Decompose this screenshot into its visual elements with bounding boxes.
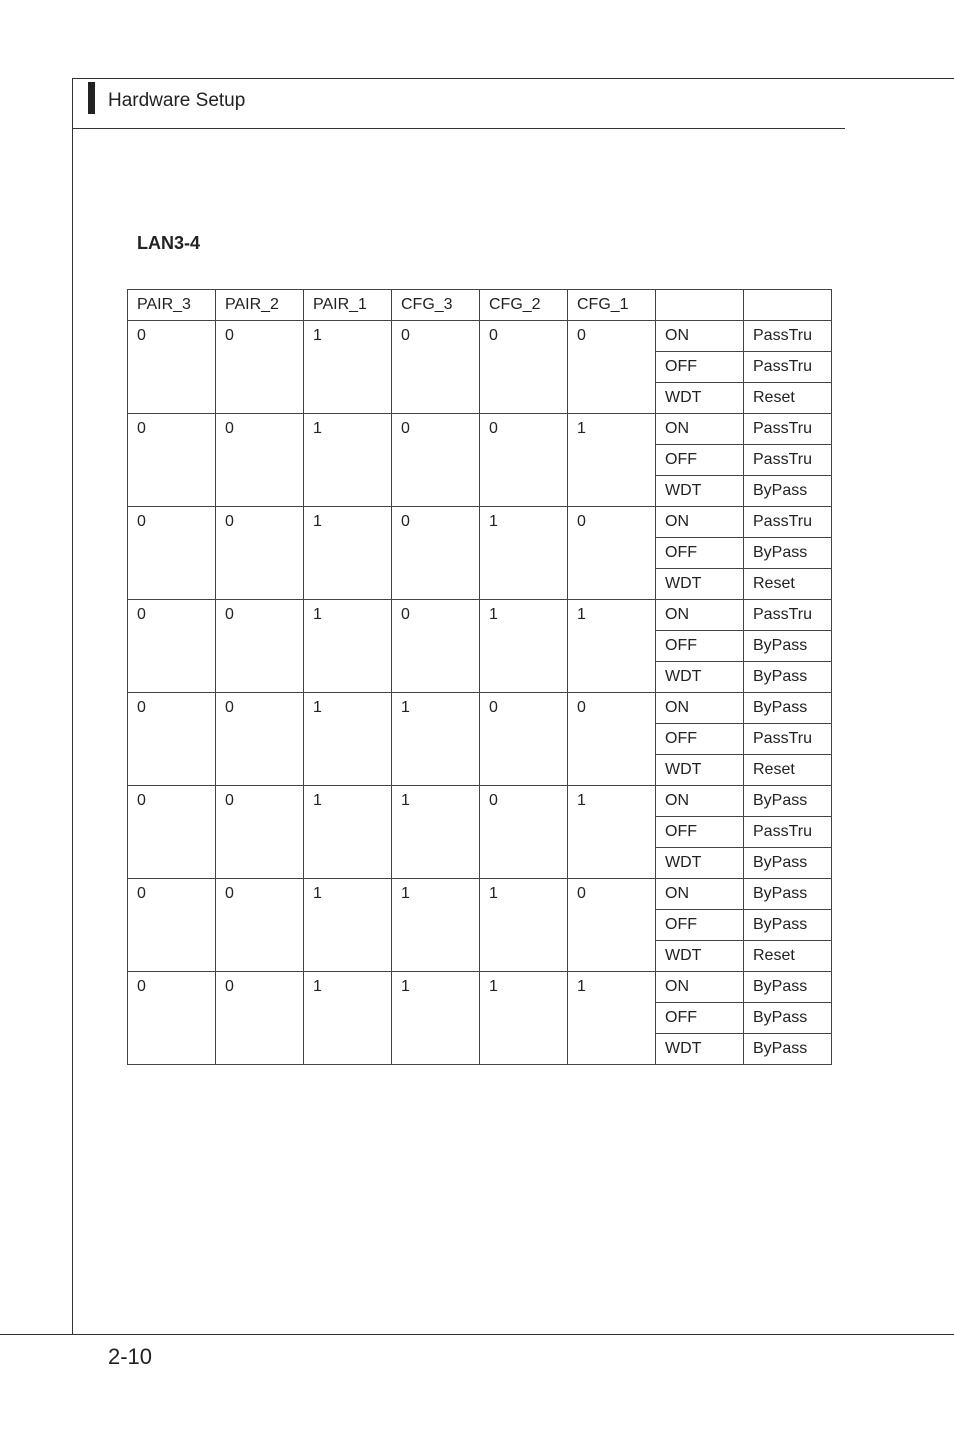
mode-cell: ON <box>656 321 744 352</box>
bit-cell: 1 <box>304 507 392 600</box>
bit-cell: 0 <box>216 321 304 414</box>
result-cell: PassTru <box>744 414 832 445</box>
mode-cell: OFF <box>656 724 744 755</box>
lan-config-table <box>127 289 832 1065</box>
bit-cell: 1 <box>568 786 656 879</box>
result-cell: PassTru <box>744 445 832 476</box>
mode-cell: WDT <box>656 383 744 414</box>
table-row <box>128 879 832 910</box>
mode-cell: WDT <box>656 755 744 786</box>
bit-cell: 1 <box>568 414 656 507</box>
table-header-row <box>128 290 832 321</box>
mode-cell: OFF <box>656 445 744 476</box>
bit-cell: 0 <box>128 786 216 879</box>
bit-cell: 1 <box>480 507 568 600</box>
bit-cell: 1 <box>304 879 392 972</box>
table-row <box>128 600 832 631</box>
bit-cell: 0 <box>568 507 656 600</box>
mode-cell: WDT <box>656 569 744 600</box>
mode-cell: WDT <box>656 662 744 693</box>
mode-cell: OFF <box>656 631 744 662</box>
section-title: LAN3-4 <box>137 233 201 253</box>
table-row <box>128 414 832 445</box>
header-cell <box>656 290 744 321</box>
bit-cell: 1 <box>568 600 656 693</box>
bit-cell: 0 <box>480 414 568 507</box>
bit-cell: 0 <box>128 600 216 693</box>
bit-cell: 0 <box>128 507 216 600</box>
table-row <box>128 786 832 817</box>
bit-cell: 1 <box>392 972 480 1065</box>
mode-cell: OFF <box>656 1003 744 1034</box>
bit-cell: 0 <box>128 972 216 1065</box>
mode-cell: ON <box>656 507 744 538</box>
mode-cell: ON <box>656 786 744 817</box>
bit-cell: 1 <box>392 786 480 879</box>
result-cell: PassTru <box>744 724 832 755</box>
header-accent-bar <box>88 82 95 114</box>
result-cell: PassTru <box>744 321 832 352</box>
bit-cell: 1 <box>392 879 480 972</box>
mode-cell: OFF <box>656 538 744 569</box>
result-cell: ByPass <box>744 662 832 693</box>
frame-top-rule <box>72 78 954 79</box>
page-number: 2-10 <box>108 1344 153 1369</box>
result-cell: ByPass <box>744 972 832 1003</box>
header-cell: CFG_1 <box>568 290 656 321</box>
bit-cell: 1 <box>392 693 480 786</box>
bit-cell: 0 <box>568 693 656 786</box>
bit-cell: 1 <box>304 414 392 507</box>
bit-cell: 0 <box>392 507 480 600</box>
mode-cell: ON <box>656 879 744 910</box>
bit-cell: 1 <box>304 693 392 786</box>
table-row <box>128 693 832 724</box>
bit-cell: 0 <box>480 786 568 879</box>
bit-cell: 1 <box>304 786 392 879</box>
header-cell: PAIR_2 <box>216 290 304 321</box>
bit-cell: 0 <box>216 879 304 972</box>
bit-cell: 0 <box>480 321 568 414</box>
bit-cell: 0 <box>128 321 216 414</box>
result-cell: ByPass <box>744 1034 832 1065</box>
mode-cell: WDT <box>656 476 744 507</box>
mode-cell: WDT <box>656 941 744 972</box>
bit-cell: 0 <box>128 414 216 507</box>
result-cell: ByPass <box>744 693 832 724</box>
result-cell: ByPass <box>744 476 832 507</box>
bit-cell: 0 <box>216 972 304 1065</box>
bit-cell: 0 <box>568 321 656 414</box>
bit-cell: 1 <box>304 600 392 693</box>
result-cell: Reset <box>744 755 832 786</box>
table-row <box>128 507 832 538</box>
frame-left-rule <box>72 78 73 1335</box>
result-cell: ByPass <box>744 848 832 879</box>
bit-cell: 0 <box>216 693 304 786</box>
bit-cell: 0 <box>216 600 304 693</box>
result-cell: Reset <box>744 569 832 600</box>
table-row <box>128 321 832 352</box>
bit-cell: 0 <box>128 693 216 786</box>
mode-cell: ON <box>656 600 744 631</box>
mode-cell: WDT <box>656 1034 744 1065</box>
bit-cell: 0 <box>480 693 568 786</box>
mode-cell: ON <box>656 972 744 1003</box>
mode-cell: OFF <box>656 910 744 941</box>
bit-cell: 0 <box>216 507 304 600</box>
result-cell: ByPass <box>744 910 832 941</box>
bit-cell: 1 <box>480 972 568 1065</box>
bit-cell: 1 <box>568 972 656 1065</box>
result-cell: ByPass <box>744 786 832 817</box>
bit-cell: 0 <box>392 321 480 414</box>
bit-cell: 0 <box>216 414 304 507</box>
table-row <box>128 972 832 1003</box>
mode-cell: WDT <box>656 848 744 879</box>
result-cell: ByPass <box>744 538 832 569</box>
mode-cell: ON <box>656 414 744 445</box>
header-cell <box>744 290 832 321</box>
bit-cell: 1 <box>480 600 568 693</box>
header-cell: CFG_2 <box>480 290 568 321</box>
header-title: Hardware Setup <box>108 90 246 111</box>
bit-cell: 0 <box>392 600 480 693</box>
bit-cell: 1 <box>304 972 392 1065</box>
bit-cell: 0 <box>568 879 656 972</box>
header-cell: CFG_3 <box>392 290 480 321</box>
result-cell: ByPass <box>744 1003 832 1034</box>
bit-cell: 0 <box>392 414 480 507</box>
bit-cell: 0 <box>216 786 304 879</box>
result-cell: PassTru <box>744 600 832 631</box>
mode-cell: OFF <box>656 352 744 383</box>
result-cell: Reset <box>744 383 832 414</box>
footer-rule <box>0 1334 954 1335</box>
header-cell: PAIR_3 <box>128 290 216 321</box>
result-cell: PassTru <box>744 817 832 848</box>
result-cell: ByPass <box>744 631 832 662</box>
bit-cell: 1 <box>304 321 392 414</box>
bit-cell: 0 <box>128 879 216 972</box>
header-cell: PAIR_1 <box>304 290 392 321</box>
result-cell: Reset <box>744 941 832 972</box>
result-cell: PassTru <box>744 507 832 538</box>
result-cell: PassTru <box>744 352 832 383</box>
mode-cell: ON <box>656 693 744 724</box>
mode-cell: OFF <box>656 817 744 848</box>
bit-cell: 1 <box>480 879 568 972</box>
result-cell: ByPass <box>744 879 832 910</box>
header-divider <box>72 128 845 129</box>
